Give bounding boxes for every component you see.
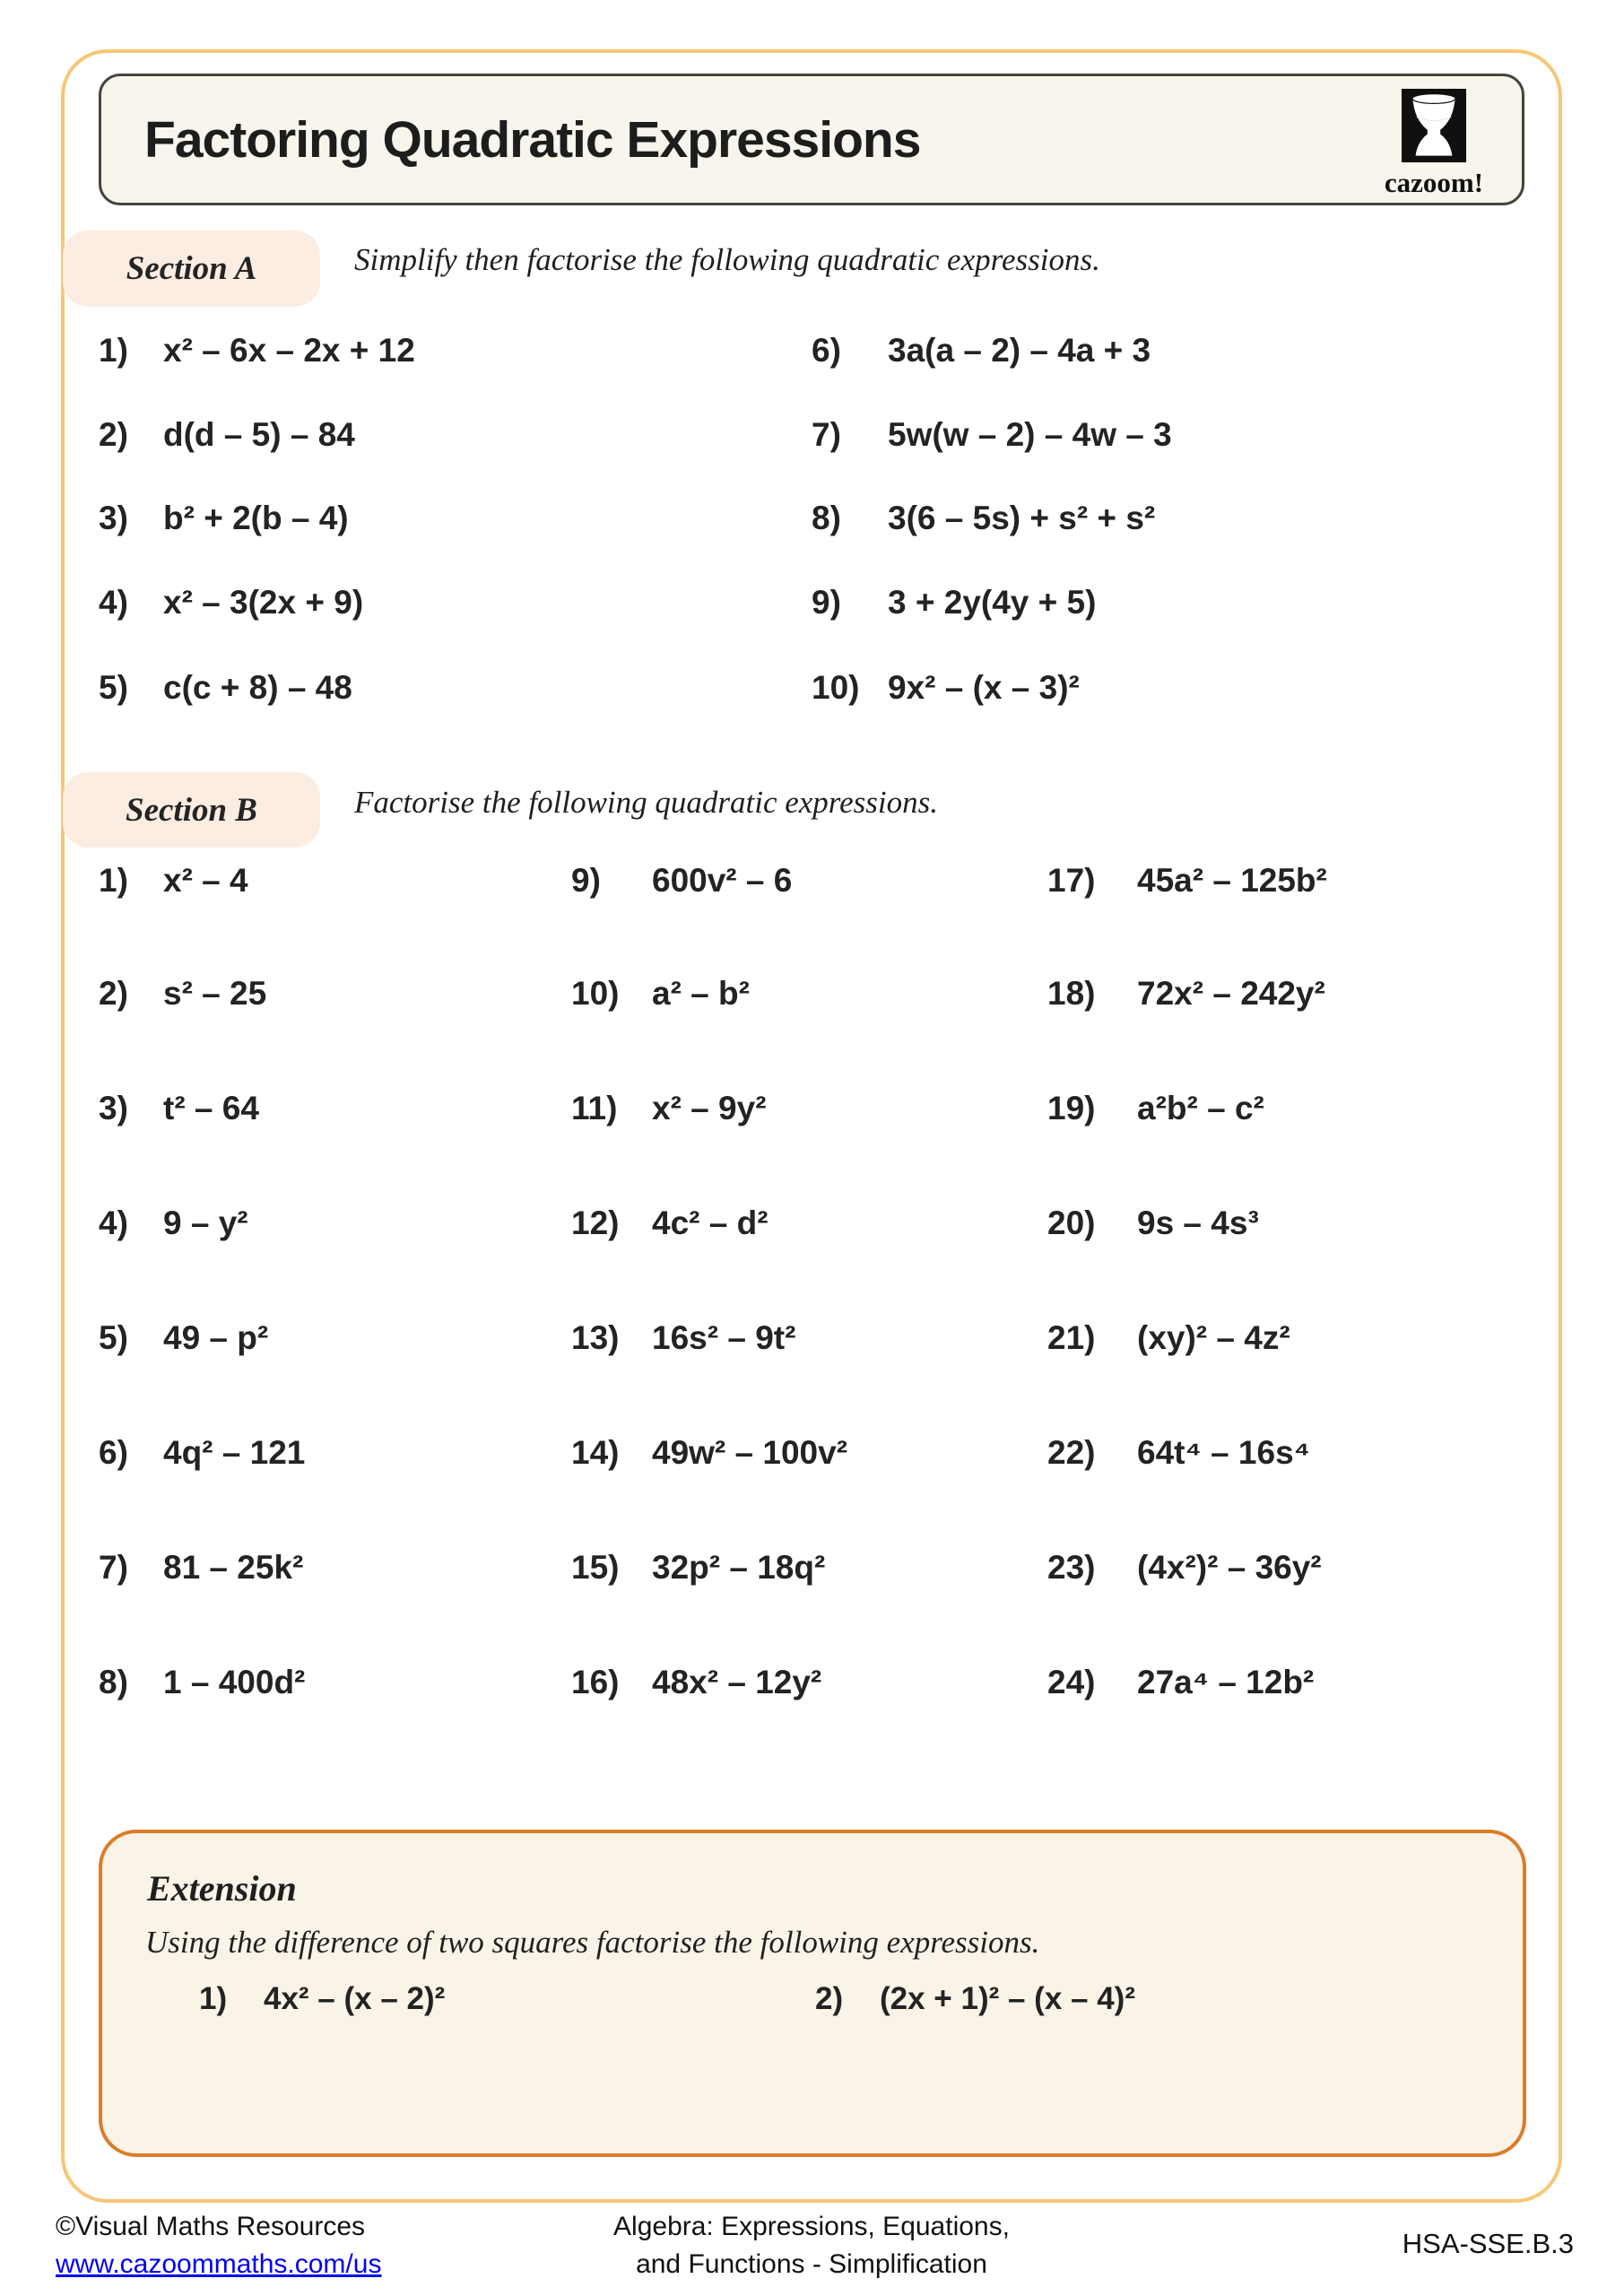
problem-expression: 81 – 25k² [163, 1549, 304, 1586]
problem-expression: 3a(a – 2) – 4a + 3 [888, 332, 1151, 369]
problem-number: 5) [99, 669, 128, 706]
page-title: Factoring Quadratic Expressions [144, 110, 921, 169]
problem-b20 [1047, 1201, 1259, 1246]
section-b-label-text: Section B [126, 791, 257, 829]
problem-b15 [571, 1545, 825, 1590]
problem-number: 20) [1047, 1205, 1096, 1241]
problem-a8 [812, 496, 1155, 541]
problem-expression: 64t⁴ – 16s⁴ [1137, 1434, 1310, 1471]
problem-b10 [571, 971, 750, 1016]
problem-expression: 72x² – 242y² [1137, 975, 1325, 1012]
problem-b12 [571, 1201, 769, 1246]
problem-expression: 9s – 4s³ [1137, 1205, 1259, 1241]
problem-number: 11) [571, 1090, 618, 1126]
extension-problem-1 [199, 1977, 445, 2022]
footer-category [408, 2208, 1215, 2283]
problem-a6 [812, 328, 1151, 373]
problem-b7 [99, 1545, 303, 1590]
problem-number: 3) [99, 1090, 128, 1126]
footer-website-link[interactable]: www.cazoommaths.com/us [56, 2249, 382, 2279]
problem-number: 3) [99, 500, 128, 536]
problem-number: 15) [571, 1549, 620, 1586]
problem-number: 4) [99, 1205, 128, 1241]
problem-expression: t² – 64 [163, 1090, 259, 1126]
extension-box [99, 1830, 1526, 2157]
section-a-label [63, 230, 320, 307]
problem-b24 [1047, 1660, 1314, 1705]
section-a-instruction: Simplify then factorise the following quadratic expressions. [354, 242, 1100, 277]
problem-number: 7) [99, 1549, 128, 1586]
problem-expression: 4c² – d² [652, 1205, 769, 1241]
cazoom-logo [1375, 89, 1493, 199]
problem-expression: a² – b² [652, 975, 750, 1012]
problem-a7 [812, 413, 1172, 457]
problem-b5 [99, 1316, 268, 1361]
problem-expression: d(d – 5) – 84 [163, 416, 355, 453]
problem-number: 6) [812, 332, 841, 369]
footer-category-line1: Algebra: Expressions, Equations, [613, 2212, 1010, 2241]
problem-number: 23) [1047, 1549, 1096, 1586]
problem-number: 21) [1047, 1319, 1096, 1356]
problem-expression: 3(6 – 5s) + s² + s² [888, 500, 1156, 536]
problem-number: 8) [99, 1664, 128, 1700]
problem-a4 [99, 580, 363, 625]
problem-a10 [812, 665, 1080, 710]
problem-number: 14) [571, 1434, 620, 1471]
problem-expression: 4q² – 121 [163, 1434, 306, 1471]
problem-number: 17) [1047, 862, 1096, 899]
problem-expression: 4x² – (x – 2)² [264, 1981, 446, 2016]
footer-attribution [56, 2208, 381, 2283]
problem-expression: 48x² – 12y² [652, 1664, 822, 1700]
problem-expression: 1 – 400d² [163, 1664, 306, 1700]
problem-b4 [99, 1201, 248, 1246]
problem-expression: 3 + 2y(4y + 5) [888, 584, 1097, 621]
problem-number: 10) [812, 669, 860, 706]
problem-expression: 9 – y² [163, 1205, 248, 1241]
problem-a1 [99, 328, 415, 373]
problem-b22 [1047, 1431, 1310, 1475]
problem-a9 [812, 580, 1096, 625]
problem-b1 [99, 858, 248, 903]
problem-number: 9) [812, 584, 841, 621]
section-b-instruction: Factorise the following quadratic expressions. [354, 785, 939, 820]
problem-number: 12) [571, 1205, 620, 1241]
problem-number: 24) [1047, 1664, 1096, 1700]
problem-number: 10) [571, 975, 620, 1012]
problem-b11 [571, 1086, 767, 1131]
problem-expression: (xy)² – 4z² [1137, 1319, 1290, 1356]
problem-number: 6) [99, 1434, 128, 1471]
problem-number: 9) [571, 862, 601, 899]
problem-a3 [99, 496, 349, 541]
problem-number: 8) [812, 500, 841, 536]
problem-number: 1) [99, 862, 128, 899]
problem-b14 [571, 1431, 847, 1475]
problem-number: 7) [812, 416, 841, 453]
footer-standard-code: HSA-SSE.B.3 [1402, 2228, 1574, 2259]
problem-expression: 27a⁴ – 12b² [1137, 1664, 1315, 1700]
problem-number: 16) [571, 1664, 620, 1700]
problem-expression: 49 – p² [163, 1319, 269, 1356]
problem-expression: 16s² – 9t² [652, 1319, 796, 1356]
drum-icon [1402, 89, 1466, 162]
cazoom-logo-text: cazoom! [1384, 167, 1484, 198]
problem-number: 13) [571, 1319, 620, 1356]
section-a-label-text: Section A [126, 250, 257, 287]
problem-expression: x² – 4 [163, 862, 248, 899]
problem-expression: c(c + 8) – 48 [163, 669, 352, 706]
problem-expression: (4x²)² – 36y² [1137, 1549, 1322, 1586]
problem-b21 [1047, 1316, 1290, 1361]
extension-problem-2 [815, 1977, 1135, 2022]
problem-number: 2) [815, 1981, 844, 2016]
section-b-label [63, 772, 320, 848]
problem-number: 4) [99, 584, 128, 621]
problem-expression: x² – 6x – 2x + 12 [163, 332, 415, 369]
problem-expression: x² – 3(2x + 9) [163, 584, 364, 621]
problem-expression: b² + 2(b – 4) [163, 500, 349, 536]
problem-expression: s² – 25 [163, 975, 267, 1012]
problem-b6 [99, 1431, 305, 1475]
footer-copyright: ©Visual Maths Resources [56, 2212, 366, 2241]
problem-a5 [99, 665, 352, 710]
problem-expression: 5w(w – 2) – 4w – 3 [888, 416, 1172, 453]
extension-instruction: Using the difference of two squares factorise the following expressions. [145, 1925, 1040, 1960]
problem-b18 [1047, 971, 1325, 1016]
problem-b8 [99, 1660, 305, 1705]
problem-a2 [99, 413, 355, 457]
problem-number: 18) [1047, 975, 1096, 1012]
footer-category-line2: and Functions - Simplification [636, 2249, 987, 2279]
problem-number: 1) [99, 332, 128, 369]
problem-b19 [1047, 1086, 1264, 1131]
problem-expression: 32p² – 18q² [652, 1549, 826, 1586]
problem-expression: x² – 9y² [652, 1090, 767, 1126]
problem-expression: (2x + 1)² – (x – 4)² [880, 1981, 1135, 2016]
problem-number: 1) [199, 1981, 228, 2016]
problem-expression: 9x² – (x – 3)² [888, 669, 1080, 706]
problem-number: 22) [1047, 1434, 1096, 1471]
extension-title: Extension [147, 1868, 297, 1909]
problem-b2 [99, 971, 266, 1016]
problem-b9 [571, 858, 792, 903]
problem-b13 [571, 1316, 795, 1361]
problem-b23 [1047, 1545, 1322, 1590]
problem-b16 [571, 1660, 821, 1705]
problem-expression: a²b² – c² [1137, 1090, 1264, 1126]
worksheet-header [99, 74, 1524, 205]
problem-b3 [99, 1086, 259, 1131]
problem-b17 [1047, 858, 1327, 903]
problem-number: 19) [1047, 1090, 1096, 1126]
problem-expression: 45a² – 125b² [1137, 862, 1327, 899]
problem-number: 2) [99, 416, 128, 453]
problem-number: 5) [99, 1319, 128, 1356]
problem-number: 2) [99, 975, 128, 1012]
problem-expression: 49w² – 100v² [652, 1434, 848, 1471]
problem-expression: 600v² – 6 [652, 862, 793, 899]
